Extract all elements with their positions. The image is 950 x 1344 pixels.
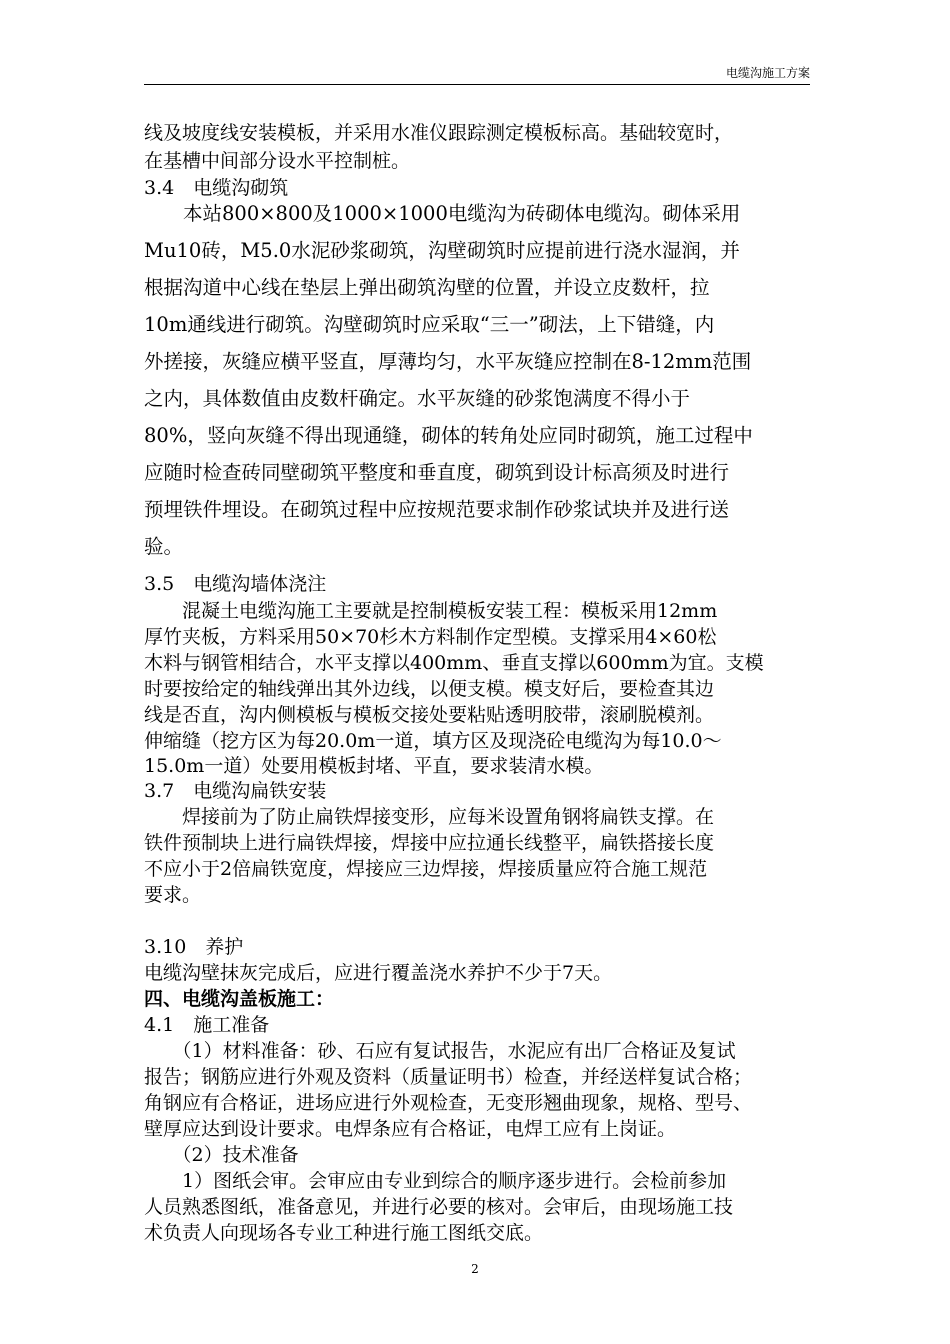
body-line: 厚竹夹板，方料采用50×70杉木方料制作定型模。支撑采用4×60松 xyxy=(144,626,717,648)
body-line: Mu10砖，M5.0水泥砂浆砌筑，沟壁砌筑时应提前进行浇水湿润，并 xyxy=(144,239,740,262)
body-line: 应随时检查砖同壁砌筑平整度和垂直度，砌筑到设计标高须及时进行 xyxy=(144,461,730,484)
section-heading: 3.7 电缆沟扁铁安装 xyxy=(144,780,327,802)
body-line: 时要按给定的轴线弹出其外边线，以便支模。模支好后，要检查其边 xyxy=(144,678,715,700)
body-line: 10m通线进行砌筑。沟壁砌筑时应采取“三一”砌法，上下错缝，内 xyxy=(144,313,715,336)
body-line: 15.0m一道）处要用模板封堵、平直，要求装清水模。 xyxy=(144,755,604,777)
body-line: 根据沟道中心线在垫层上弹出砌筑沟壁的位置，并设立皮数杆，拉 xyxy=(144,276,710,299)
body-line: 报告；钢筋应进行外观及资料（质量证明书）检查，并经送样复试合格； xyxy=(144,1066,753,1088)
chapter-heading: 四、电缆沟盖板施工： xyxy=(144,988,335,1010)
page-header xyxy=(144,66,810,85)
body-line: （2）技术准备 xyxy=(144,1144,299,1166)
body-line: 木料与钢管相结合，水平支撑以400mm、垂直支撑以600mm为宜。支模 xyxy=(144,652,764,674)
body-line: 1）图纸会审。会审应由专业到综合的顺序逐步进行。会检前参加 xyxy=(144,1170,727,1192)
body-line: 线及坡度线安装模板，并采用水准仪跟踪测定模板标高。基础较宽时， xyxy=(144,122,734,144)
header-title: 电缆沟施工方案 xyxy=(725,66,810,80)
body-line: （1）材料准备：砂、石应有复试报告，水泥应有出厂合格证及复试 xyxy=(144,1040,736,1062)
section-heading: 3.4 电缆沟砌筑 xyxy=(144,177,289,199)
body-line: 焊接前为了防止扁铁焊接变形，应每米设置角钢将扁铁支撑。在 xyxy=(144,806,715,828)
body-line: 术负责人向现场各专业工种进行施工图纸交底。 xyxy=(144,1222,544,1244)
body-line: 混凝土电缆沟施工主要就是控制模板安装工程：模板采用12mm xyxy=(144,600,718,622)
body-line: 外搓接，灰缝应横平竖直，厚薄均匀，水平灰缝应控制在8-12mm范围 xyxy=(144,350,752,373)
body-line: 人员熟悉图纸，准备意见，并进行必要的核对。会审后，由现场施工技 xyxy=(144,1196,734,1218)
section-heading: 3.5 电缆沟墙体浇注 xyxy=(144,573,327,595)
body-line: 伸缩缝（挖方区为每20.0m一道，填方区及现浇砼电缆沟为每10.0～ xyxy=(144,730,722,752)
body-line: 在基槽中间部分设水平控制桩。 xyxy=(144,150,411,172)
body-line: 不应小于2倍扁铁宽度，焊接应三边焊接，焊接质量应符合施工规范 xyxy=(144,858,708,880)
body-line: 80%，竖向灰缝不得出现通缝，砌体的转角处应同时砌筑，施工过程中 xyxy=(144,424,753,447)
body-line: 电缆沟壁抹灰完成后，应进行覆盖浇水养护不少于7天。 xyxy=(144,962,613,984)
body-line: 预埋铁件埋设。在砌筑过程中应按规范要求制作砂浆试块并及进行送 xyxy=(144,498,730,521)
body-line: 线是否直，沟内侧模板与模板交接处要粘贴透明胶带，滚刷脱模剂。 xyxy=(144,704,715,726)
body-line: 验。 xyxy=(144,535,184,558)
body-line: 之内，具体数值由皮数杆确定。水平灰缝的砂浆饱满度不得小于 xyxy=(144,387,691,410)
body-line: 壁厚应达到设计要求。电焊条应有合格证，电焊工应有上岗证。 xyxy=(144,1118,677,1140)
body-line: 要求。 xyxy=(144,884,202,906)
section-heading: 4.1 施工准备 xyxy=(144,1014,270,1036)
section-heading: 3.10 养护 xyxy=(144,936,244,958)
page-number: 2 xyxy=(471,1262,479,1276)
body-line: 铁件预制块上进行扁铁焊接，焊接中应拉通长线整平，扁铁搭接长度 xyxy=(144,832,715,854)
body-line: 本站800×800及1000×1000电缆沟为砖砌体电缆沟。砌体采用 xyxy=(144,202,741,225)
body-line: 角钢应有合格证，进场应进行外观检查，无变形翘曲现象，规格、型号、 xyxy=(144,1092,753,1114)
